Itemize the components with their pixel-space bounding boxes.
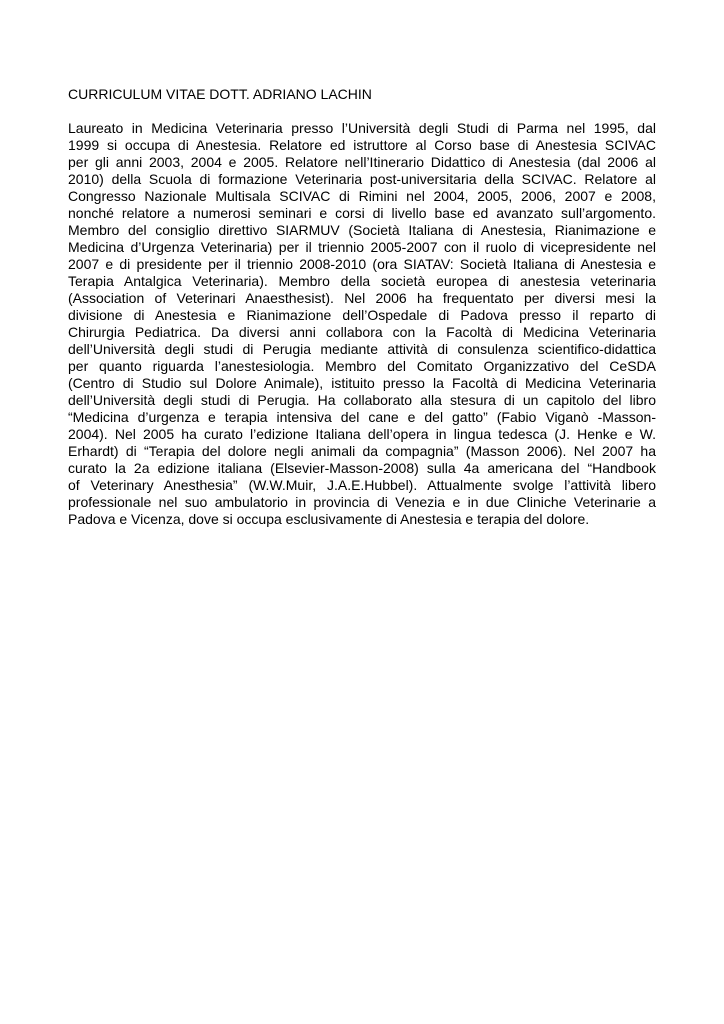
body-line: professionale nel suo ambulatorio in provincia di Venezia e in due Cliniche Veterinarie a: [68, 494, 656, 510]
body-line: “Medicina d’urgenza e terapia intensiva del cane e del gatto” (Fabio Viganò -Masson-: [68, 409, 656, 425]
body-line: 1999 si occupa di Anestesia. Relatore ed istruttore al Corso base di Anestesia SCIVAC: [68, 137, 656, 153]
body-line: (Centro di Studio sul Dolore Animale), istituito presso la Facoltà di Medicina Veterinaria: [68, 375, 656, 391]
body-line: Medicina d’Urgenza Veterinaria) per il triennio 2005-2007 con il ruolo di vicepresidente nel: [68, 239, 656, 255]
body-line: Erhardt) di “Terapia del dolore negli animali da compagnia” (Masson 2006). Nel 2007 ha: [68, 443, 656, 459]
body-line: (Association of Veterinari Anaesthesist). Nel 2006 ha frequentato per diversi mesi la: [68, 290, 656, 306]
body-line: Chirurgia Pediatrica. Da diversi anni collabora con la Facoltà di Medicina Veterinaria: [68, 324, 656, 340]
body-line: of Veterinary Anesthesia” (W.W.Muir, J.A.E.Hubbel). Attualmente svolge l’attività libero: [68, 477, 656, 493]
body-line: 2010) della Scuola di formazione Veterinaria post-universitaria della SCIVAC. Relatore al: [68, 171, 656, 187]
body-line: per gli anni 2003, 2004 e 2005. Relatore nell’Itinerario Didattico di Anestesia (dal 2006 al: [68, 154, 656, 170]
body-line: per quanto riguarda l’anestesiologia. Membro del Comitato Organizzativo del CeSDA: [68, 358, 656, 374]
body-line: dell’Università degli studi di Perugia. Ha collaborato alla stesura di un capitolo del libro: [68, 392, 656, 408]
body-line: Terapia Antalgica Veterinaria). Membro della società europea di anestesia veterinaria: [68, 273, 656, 289]
body-line: Padova e Vicenza, dove si occupa esclusivamente di Anestesia e terapia del dolore.: [68, 511, 590, 527]
body-line: 2007 e di presidente per il triennio 2008-2010 (ora SIATAV: Società Italiana di Anestesia e: [68, 256, 656, 272]
document-body: [68, 120, 656, 528]
body-line: Membro del consiglio direttivo SIARMUV (Società Italiana di Anestesia, Rianimazione e: [68, 222, 656, 238]
body-line: curato la 2a edizione italiana (Elsevier-Masson-2008) sulla 4a americana del “Handbook: [68, 460, 656, 476]
body-line: divisione di Anestesia e Rianimazione dell’Ospedale di Padova presso il reparto di: [68, 307, 656, 323]
body-line: dell’Università degli studi di Perugia mediante attività di consulenza scientifico-didattica: [68, 341, 656, 357]
body-line: nonché relatore a numerosi seminari e corsi di livello base ed avanzato sull’argomento.: [68, 205, 656, 221]
body-line: 2004). Nel 2005 ha curato l’edizione Italiana dell’opera in lingua tedesca (J. Henke e W.: [68, 426, 656, 442]
body-line: Laureato in Medicina Veterinaria presso l’Università degli Studi di Parma nel 1995, dal: [68, 120, 656, 136]
document-title: CURRICULUM VITAE DOTT. ADRIANO LACHIN: [68, 86, 372, 102]
body-line: Congresso Nazionale Multisala SCIVAC di Rimini nel 2004, 2005, 2006, 2007 e 2008,: [68, 188, 656, 204]
